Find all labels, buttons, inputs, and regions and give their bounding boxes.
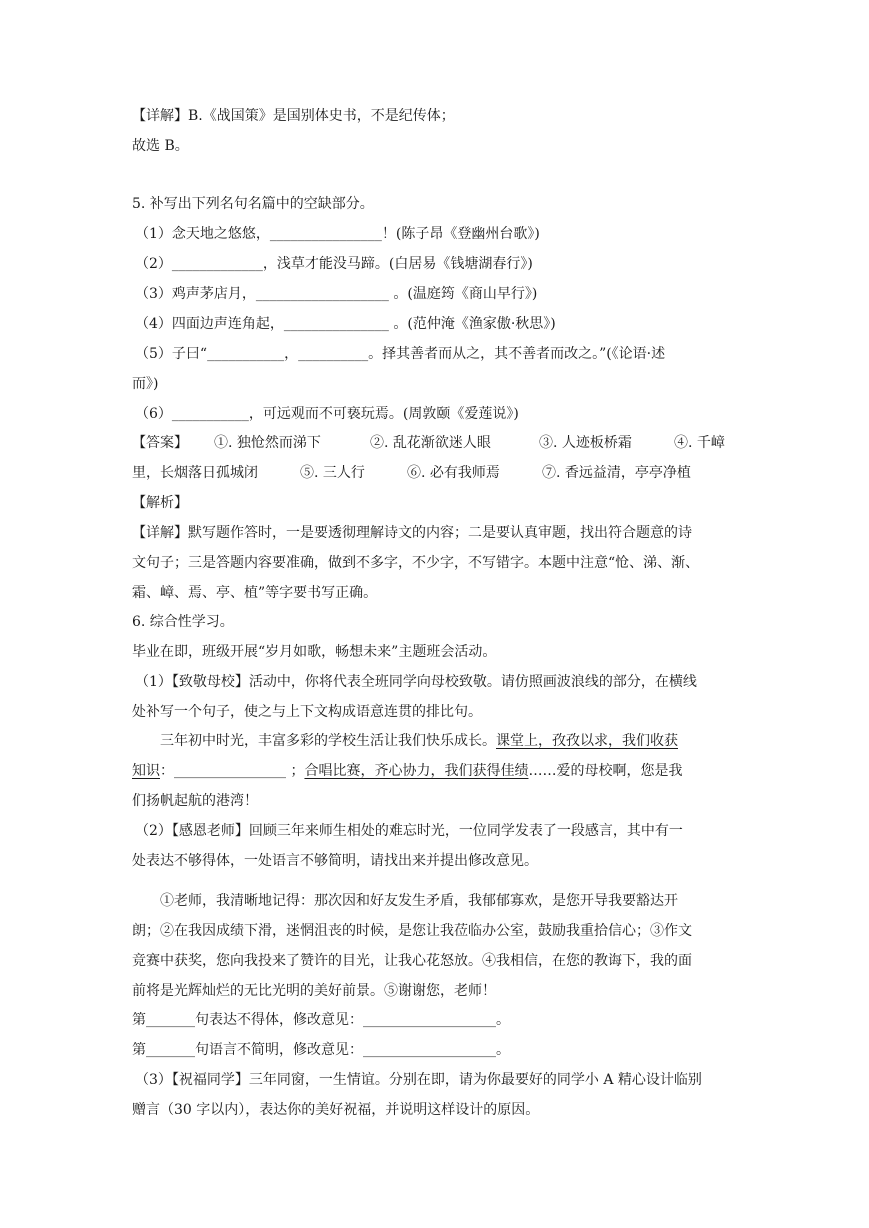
q6-p1-line-2: 处补写一个句子，使之与上下文构成语意连贯的排比句。 [132,704,482,720]
q5-detail-2: 文句子；三是答题内容要准确，做到不多字，不少字，不写错字。本题中注意“怆、涕、渐、 [132,555,700,571]
q6-p1-line-1: （1）【致敬母校】活动中，你将代表全班同学向母校致敬。请仿照画波浪线的部分，在横线 [135,674,697,690]
p1-text-a: 三年初中时光，丰富多彩的学校生活让我们快乐成长。 [160,733,496,749]
q6-p2-line-1: （2）【感恩老师】回顾三年来师生相处的难忘时光，一位同学发表了一段感言，其中有一 [135,823,683,839]
answer-label: 【答案】 [132,435,188,451]
answer-4-cont: 里，长烟落日孤城闭 [132,465,258,481]
answer-1: ①. 独怆然而涕下 [214,435,321,451]
q5-item-2: （2）_____________，浅草才能没马蹄。(白居易《钱塘湖春行》) [135,256,533,272]
p1-wavy-c: 合唱比赛，齐心协力，我们获得佳绩 [304,763,529,779]
q4-choice: 故选 B。 [132,138,189,154]
p1-text-b: ……爱的母校啊，您是我 [528,763,683,779]
q5-item-6: （6）___________，可远观而不可亵玩焉。(周敦颐《爱莲说》) [135,406,519,422]
q6-speech-2: 朗；②在我因成绩下滑，迷惘沮丧的时候，是您让我莅临办公室，鼓励我重拾信心；③作文 [132,923,692,939]
q5-detail-1: 【详解】默写题作答时，一是要透彻理解诗文的内容；二是要认真审题，找出符合题意的诗 [132,525,692,541]
q5-title: 5. 补写出下列名句名篇中的空缺部分。 [132,196,374,212]
q6-p1-sentence-1 [160,731,770,751]
q5-item-4: （4）四面边声连角起，_______________ 。(范仲淹《渔家傲·秋思》) [135,316,556,332]
q6-p1-sentence-2 [132,761,742,781]
q6-speech-4: 前将是光辉灿烂的无比光明的美好前景。⑤谢谢您，老师！ [132,983,496,999]
q6-speech-3: 竞赛中获奖，您向我投来了赞许的目光，让我心花怒放。④我相信，在您的教诲下，我的面 [132,953,692,969]
q6-speech-1: ①老师，我清晰地记得：那次因和好友发生矛盾，我郁郁寡欢，是您开导我要豁达开 [160,893,678,909]
q6-intro: 毕业在即，班级开展“岁月如歌，畅想未来”主题班会活动。 [132,644,497,660]
q5-analysis-label: 【解析】 [132,495,188,511]
answer-3: ③. 人迹板桥霜 [539,435,632,451]
q6-p3-line-1: （3）【祝福同学】三年同窗，一生情谊。分别在即，请为你最要好的同学小 A 精心设计临别 [135,1072,702,1088]
q5-item-1: （1）念天地之悠悠，________________！(陈子昂《登幽州台歌》) [135,226,540,242]
q5-answer-line [132,433,742,453]
q5-answer-line-2 [132,463,742,483]
q5-item-3: （3）鸡声茅店月，___________________ 。(温庭筠《商山早行》) [135,286,538,302]
q5-detail-3: 霜、嶂、焉、亭、植”等字要书写正确。 [132,585,378,601]
q6-fill-2: 第_______句语言不简明，修改意见：___________________。 [132,1042,510,1058]
answer-2: ②. 乱花渐欲迷人眼 [370,435,491,451]
q6-fill-1: 第_______句表达不得体，修改意见：___________________。 [132,1012,510,1028]
q6-p3-line-2: 赠言（30 字以内），表达你的美好祝福，并说明这样设计的原因。 [132,1102,540,1118]
answer-7: ⑦. 香远益清，亭亭净植 [542,465,691,481]
answer-5: ⑤. 三人行 [300,465,365,481]
p1-blank: ：________________ ； [160,763,305,779]
q5-item-5: （5）子曰“___________，__________。择其善者而从之，其不善者而改之。”(《论语·述 [135,346,666,362]
answer-4: ④. 千嶂 [674,435,725,451]
q6-p2-line-2: 处表达不够得体，一处语言不够简明，请找出来并提出修改意见。 [132,853,538,869]
q6-p1-sentence-3: 们扬帆起航的港湾！ [132,793,258,809]
q6-title: 6. 综合性学习。 [132,614,234,630]
q4-detail: 【详解】B.《战国策》是国别体史书，不是纪传体； [132,108,455,124]
p1-wavy-a: 课堂上，孜孜以求，我们收获 [496,733,678,749]
answer-6: ⑥. 必有我师焉 [407,465,500,481]
q5-item-5-cont: 而》) [132,376,159,392]
p1-wavy-b: 知识 [132,763,160,779]
